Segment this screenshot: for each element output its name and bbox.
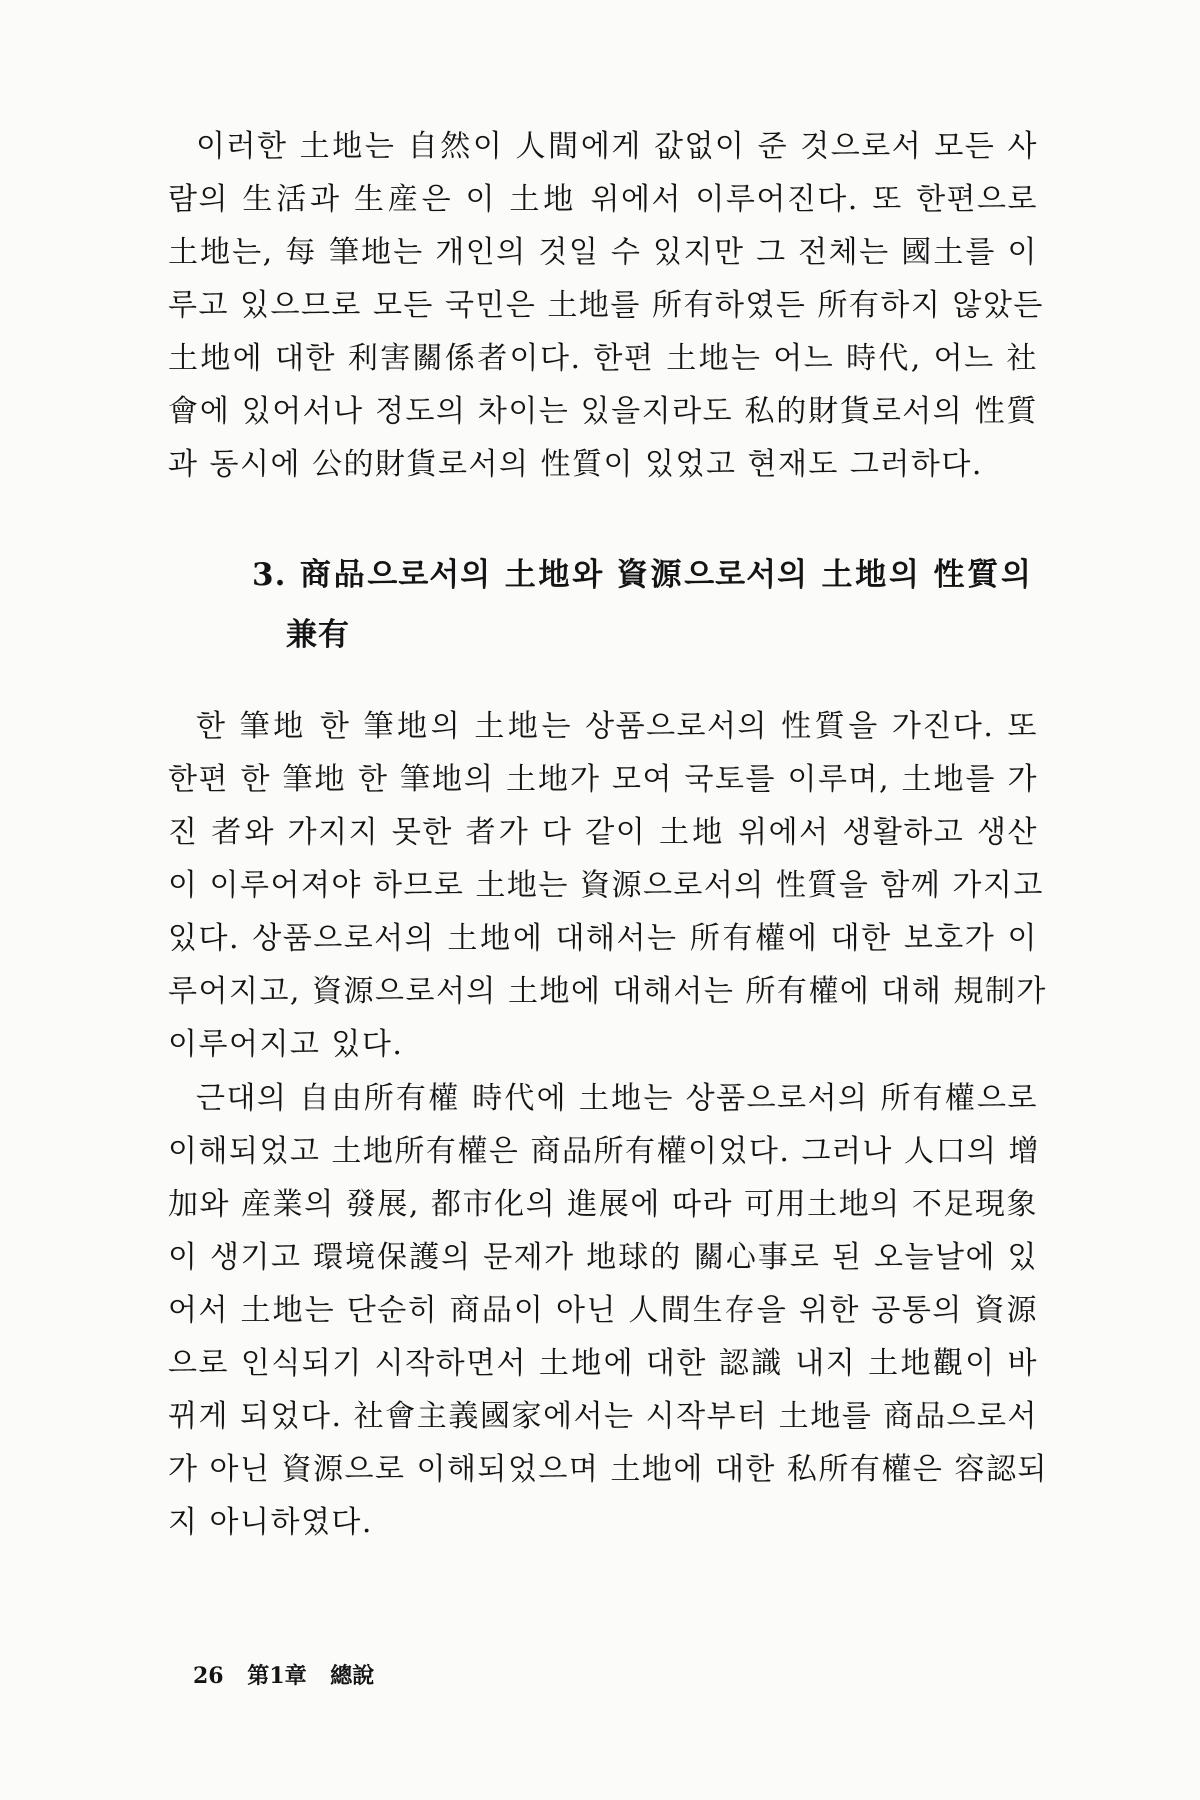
paragraph-3 xyxy=(168,1072,1048,1549)
paragraph-line: 뀌게 되었다. 社會主義國家에서는 시작부터 土地를 商品으로서 xyxy=(168,1399,1038,1434)
page-footer xyxy=(193,1659,390,1690)
paragraph-line: 근대의 自由所有權 時代에 土地는 상품으로서의 所有權으로 xyxy=(196,1081,1038,1116)
page-number: 26 xyxy=(193,1663,224,1689)
paragraph-line: 土地에 대한 利害關係者이다. 한편 土地는 어느 時代, 어느 社 xyxy=(168,341,1038,376)
paragraph-line: 加와 産業의 發展, 都市化의 進展에 따라 可用土地의 不足現象 xyxy=(168,1187,1038,1222)
paragraph-line: 진 者와 가지지 못한 者가 다 같이 土地 위에서 생활하고 생산 xyxy=(168,815,1038,850)
chapter-title: 總說 xyxy=(330,1663,375,1689)
paragraph-line: 으로 인식되기 시작하면서 土地에 대한 認識 내지 土地觀이 바 xyxy=(168,1346,1038,1381)
paragraph-line: 과 동시에 公的財貨로서의 性質이 있었고 현재도 그러하다. xyxy=(168,447,983,482)
paragraph-line: 루어지고, 資源으로서의 土地에 대해서는 所有權에 대해 規制가 xyxy=(168,974,1047,1009)
paragraph-line: 이해되었고 土地所有權은 商品所有權이었다. 그러나 人口의 增 xyxy=(168,1134,1040,1169)
paragraph-line: 이러한 土地는 自然이 人間에게 값없이 준 것으로서 모든 사 xyxy=(196,129,1038,164)
paragraph-2 xyxy=(168,700,1047,1071)
paragraph-line: 루고 있으므로 모든 국민은 土地를 所有하였든 所有하지 않았든 xyxy=(168,288,1044,323)
section-heading xyxy=(252,545,1032,665)
chapter-label: 第1章 xyxy=(247,1663,307,1689)
paragraph-line: 있다. 상품으로서의 土地에 대해서는 所有權에 대한 보호가 이 xyxy=(168,921,1038,956)
section-heading-line: 兼有 xyxy=(286,617,350,653)
paragraph-line: 土地는, 每 筆地는 개인의 것일 수 있지만 그 전체는 國土를 이 xyxy=(168,235,1038,270)
paragraph-line: 會에 있어서나 정도의 차이는 있을지라도 私的財貨로서의 性質 xyxy=(168,394,1038,429)
paragraph-1 xyxy=(168,120,1044,491)
paragraph-line: 이 이루어져야 하므로 土地는 資源으로서의 性質을 함께 가지고 xyxy=(168,868,1044,903)
paragraph-line: 어서 土地는 단순히 商品이 아닌 人間生存을 위한 공통의 資源 xyxy=(168,1293,1038,1328)
paragraph-line: 지 아니하였다. xyxy=(168,1505,373,1540)
paragraph-line: 한 筆地 한 筆地의 土地는 상품으로서의 性質을 가진다. 또 xyxy=(196,709,1038,744)
section-heading-line: 3. 商品으로서의 土地와 資源으로서의 土地의 性質의 xyxy=(252,557,1032,593)
paragraph-line: 람의 生活과 生産은 이 土地 위에서 이루어진다. 또 한편으로 xyxy=(168,182,1038,217)
paragraph-line: 한편 한 筆地 한 筆地의 土地가 모여 국토를 이루며, 土地를 가 xyxy=(168,762,1038,797)
paragraph-line: 가 아닌 資源으로 이해되었으며 土地에 대한 私所有權은 容認되 xyxy=(168,1452,1048,1487)
paragraph-line: 이 생기고 環境保護의 문제가 地球的 關心事로 된 오늘날에 있 xyxy=(168,1240,1038,1275)
paragraph-line: 이루어지고 있다. xyxy=(168,1027,404,1062)
